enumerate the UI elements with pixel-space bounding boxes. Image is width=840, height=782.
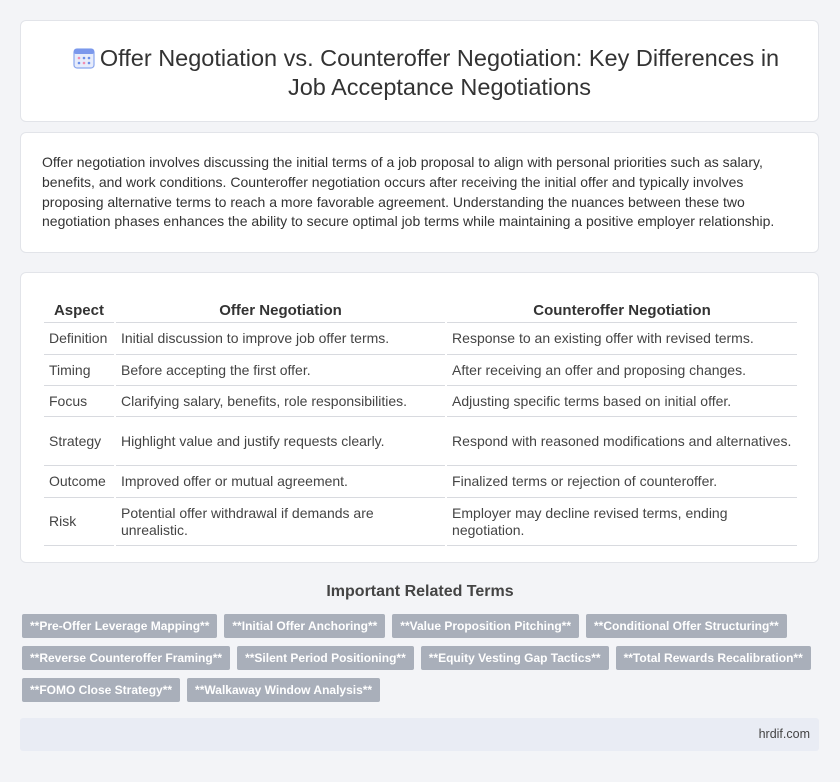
related-term-tag[interactable]: **Reverse Counteroffer Framing** [22, 646, 230, 670]
page-title: Offer Negotiation vs. Counteroffer Negotiation: Key Differences in Job Acceptance Negotiations [99, 45, 780, 100]
table-row [44, 466, 797, 498]
footer-site-link[interactable]: hrdif.com [758, 727, 810, 741]
row-counteroffer-cell: Employer may decline revised terms, ending negotiation. [447, 498, 797, 546]
related-terms-heading: Important Related Terms [326, 583, 514, 600]
row-counteroffer-cell: Adjusting specific terms based on initial offer. [447, 386, 797, 417]
table-row [44, 417, 797, 466]
related-term-tag[interactable]: **Silent Period Positioning** [237, 646, 414, 670]
row-aspect: Strategy [44, 417, 114, 466]
related-terms-list [22, 614, 812, 702]
row-counteroffer-cell: Response to an existing offer with revised terms. [447, 323, 797, 355]
table-row [44, 323, 797, 355]
related-term-tag[interactable]: **Conditional Offer Structuring** [586, 614, 787, 638]
comparison-table-card [20, 272, 819, 563]
table-row [44, 386, 797, 417]
row-offer-cell: Before accepting the first offer. [116, 355, 445, 386]
header-aspect: Aspect [44, 295, 114, 323]
related-term-tag[interactable]: **FOMO Close Strategy** [22, 678, 180, 702]
table-header-row [44, 295, 797, 323]
row-counteroffer-cell: Finalized terms or rejection of counteroffer. [447, 466, 797, 498]
related-term-tag[interactable]: **Value Proposition Pitching** [392, 614, 579, 638]
row-aspect: Outcome [44, 466, 114, 498]
row-aspect: Risk [44, 498, 114, 546]
header-counteroffer-negotiation: Counteroffer Negotiation [447, 295, 797, 323]
row-counteroffer-cell: After receiving an offer and proposing changes. [447, 355, 797, 386]
title-card [20, 20, 819, 122]
intro-card [20, 132, 819, 253]
related-term-tag[interactable]: **Walkaway Window Analysis** [187, 678, 380, 702]
header-offer-negotiation: Offer Negotiation [116, 295, 445, 323]
row-aspect: Timing [44, 355, 114, 386]
row-counteroffer-cell: Respond with reasoned modifications and alternatives. [447, 417, 797, 466]
row-offer-cell: Initial discussion to improve job offer terms. [116, 323, 445, 355]
footer [20, 718, 819, 751]
row-offer-cell: Clarifying salary, benefits, role responsibilities. [116, 386, 445, 417]
row-offer-cell: Potential offer withdrawal if demands are unrealistic. [116, 498, 445, 546]
row-offer-cell: Highlight value and justify requests clearly. [116, 417, 445, 466]
table-row [44, 355, 797, 386]
table-row [44, 498, 797, 546]
related-term-tag[interactable]: **Pre-Offer Leverage Mapping** [22, 614, 217, 638]
comparison-table [42, 295, 799, 546]
row-offer-cell: Improved offer or mutual agreement. [116, 466, 445, 498]
row-aspect: Definition [44, 323, 114, 355]
related-term-tag[interactable]: **Initial Offer Anchoring** [224, 614, 385, 638]
related-term-tag[interactable]: **Total Rewards Recalibration** [616, 646, 811, 670]
related-term-tag[interactable]: **Equity Vesting Gap Tactics** [421, 646, 609, 670]
row-aspect: Focus [44, 386, 114, 417]
intro-paragraph: Offer negotiation involves discussing the initial terms of a job proposal to align with personal priorities such as salary, benefits, and work conditions. Counteroffer negotiation occurs after receiving the initial offer and typically involves proposing alternative terms to reach a more favorable agreement. Understanding the nuances between these two negotiation phases enhances the ability to secure optimal job terms while maintaining a positive employer relationship. [42, 154, 775, 230]
